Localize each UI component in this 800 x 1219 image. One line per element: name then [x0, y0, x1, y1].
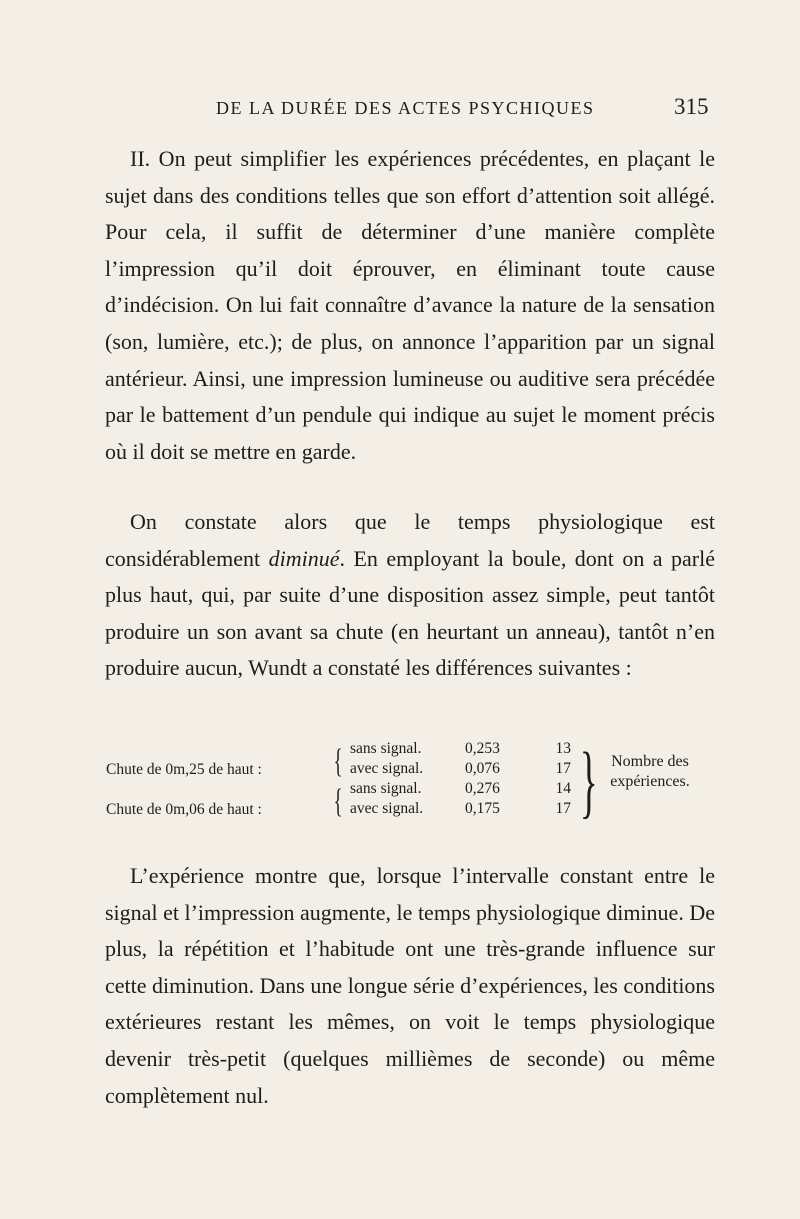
count-cell: 17	[555, 760, 571, 777]
left-brace: {	[333, 783, 343, 820]
condition-cell: avec signal.	[350, 800, 424, 817]
count-cell: 13	[555, 740, 571, 757]
paragraph-1-text: II. On peut simplifier les expériences précédentes, en plaçant le sujet dans des conditions telles que son effort d’attention soit allégé. Pour cela, il suffit de déterminer d’une manière complète l’impression qu’il doit éprouver, en éliminant toute cause d’indécision. On lui fait connaître d’avance la nature de la sensation (son, lumière, etc.); de plus, on annonce l’apparition par un signal antérieur. Ainsi, une impression lumineuse ou auditive sera précédée par le battement d’un pendule qui indique au sujet le moment précis où il doit se mettre en garde.	[105, 146, 715, 464]
condition-cell: sans signal.	[350, 780, 422, 797]
row-label-1: Chute de 0m,25 de haut :	[106, 761, 262, 778]
value-cell: 0,276	[465, 780, 500, 797]
paragraph-2-text	[105, 504, 715, 687]
row-label-2: Chute de 0m,06 de haut :	[106, 801, 262, 818]
count-cell: 17	[555, 800, 571, 817]
value-cell: 0,175	[465, 800, 500, 817]
paragraph-2-end: . En employant la boule, dont on a parlé plus haut, qui, par suite d’une disposition assez simple, peut tantôt produire un son avant sa chute (en heurtant un anneau), tantôt n’en produire aucun, Wundt a constaté les différences suivantes :	[105, 545, 715, 681]
page-header	[0, 94, 800, 128]
running-head: DE LA DURÉE DES ACTES PSYCHIQUES	[216, 98, 595, 118]
left-brace: {	[333, 743, 343, 780]
right-brace: }	[579, 735, 598, 826]
value-cell: 0,076	[465, 760, 500, 777]
condition-cell: avec signal.	[350, 760, 424, 777]
value-cell: 0,253	[465, 740, 500, 757]
condition-cell: sans signal.	[350, 740, 422, 757]
paragraph-2-start: On constate alors que le temps physiologique est considérablement	[105, 509, 715, 571]
paragraph-3-text: L’expérience montre que, lorsque l’intervalle constant entre le signal et l’impression augmente, le temps physiologique diminue. De plus, la répétition et l’habitude ont une très-grande influence sur cette diminution. Dans une longue série d’expériences, les conditions extérieures restant les mêmes, on voit le temps physiologique devenir très-petit (quelques millièmes de seconde) ou même complètement nul.	[105, 863, 715, 1108]
paragraph-2	[105, 504, 715, 687]
table-note: Nombre des expériences.	[610, 753, 690, 790]
page-number: 315	[674, 94, 709, 119]
results-table	[106, 735, 716, 830]
paragraph-1	[105, 141, 715, 470]
italic-word: diminué	[268, 545, 340, 571]
count-cell: 14	[555, 780, 571, 797]
paragraph-3	[105, 858, 715, 1114]
